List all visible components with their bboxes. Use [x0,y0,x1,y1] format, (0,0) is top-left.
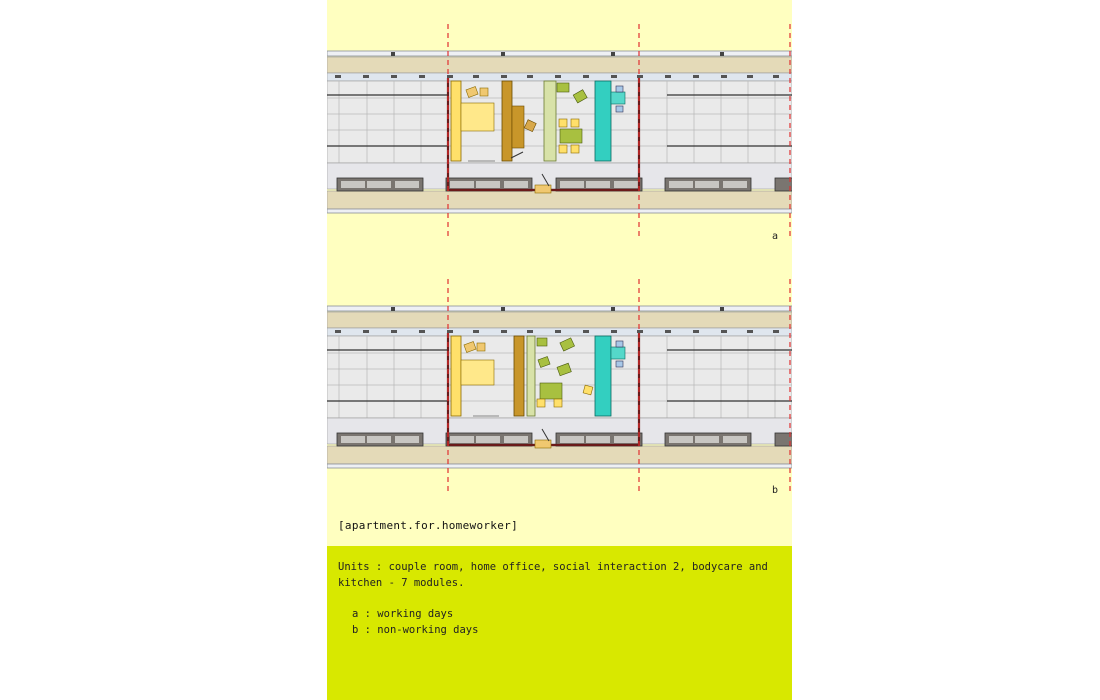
social-unit [527,336,535,416]
floor-plan-a [327,0,792,270]
bodycare-unit [595,336,611,416]
info-box [327,546,792,700]
social-unit [544,81,556,161]
legend-row-a: a : working days [352,608,454,620]
drawing-sheet [327,0,792,700]
units-description: Units : couple room, home office, social interaction 2, bodycare and kitchen - 7 modules. [338,561,768,589]
bed [461,360,494,385]
bed [461,103,494,131]
office-unit [514,336,524,416]
bed-unit [451,81,461,161]
plan-label-a: a [772,231,779,242]
plan-label-b: b [772,485,779,496]
bodycare-unit [595,81,611,161]
bed-unit [451,336,461,416]
legend-key-b: b [352,624,359,636]
legend-text-b: non-working days [377,624,479,636]
legend-row-b: b : non-working days [352,624,479,636]
project-title: [apartment.for.homeworker] [338,519,518,532]
legend-key-a: a [352,608,359,620]
legend-text-a: working days [377,608,454,620]
office-unit [502,81,512,161]
floor-plan-b [327,255,792,525]
